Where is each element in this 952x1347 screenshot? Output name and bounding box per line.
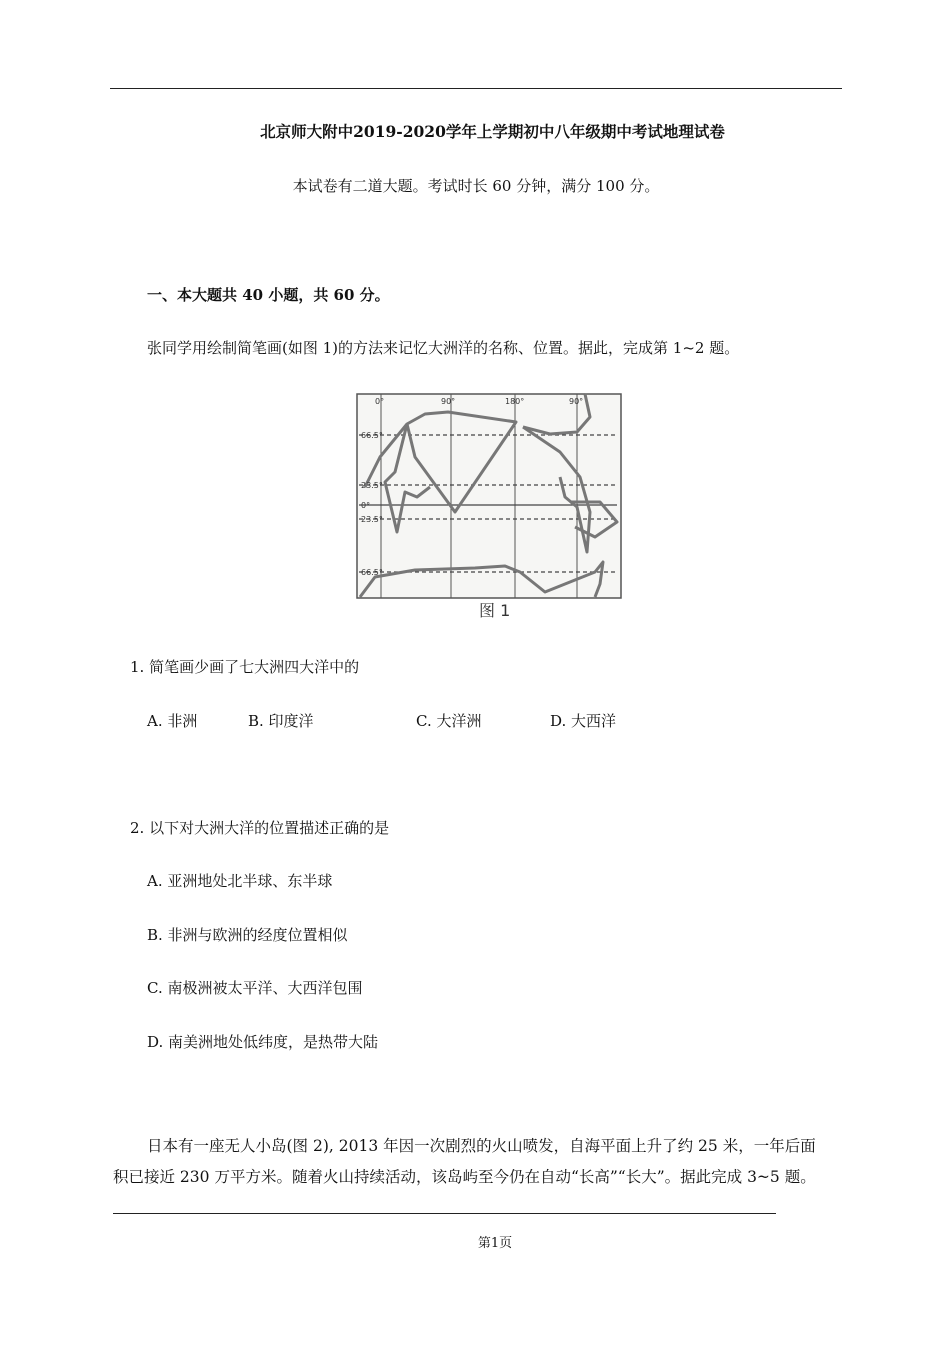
question-1-option-b: B. 印度洋 [248, 712, 314, 730]
footer-rule [113, 1213, 776, 1214]
figure-caption: 图 1 [479, 601, 511, 620]
question-1-option-a: A. 非洲 [147, 712, 198, 730]
lat-label-0: 0° [361, 501, 371, 510]
lon-label-90w: 90° [569, 397, 584, 406]
question-2-option-d: D. 南美洲地处低纬度，是热带大陆 [147, 1033, 379, 1051]
lat-label-66n: 66.5° [361, 431, 383, 440]
figure-1-sketch-map [355, 392, 623, 624]
page-number: 第1页 [477, 1236, 513, 1251]
lon-label-180: 180° [505, 397, 525, 406]
lon-label-90e: 90° [441, 397, 456, 406]
question-1-option-d: D. 大西洋 [550, 712, 617, 730]
lat-label-23n: 23.5° [361, 481, 383, 490]
passage [113, 1131, 853, 1193]
question-intro: 张同学用绘制简笔画(如图 1)的方法来记忆大洲洋的名称、位置。据此，完成第 1~2 题。 [147, 339, 740, 357]
question-1-stem: 1. 简笔画少画了七大洲四大洋中的 [130, 658, 360, 676]
lon-label-0: 0° [375, 397, 385, 406]
question-2-option-a: A. 亚洲地处北半球、东半球 [147, 872, 333, 890]
lat-label-66s: 66.5° [361, 568, 383, 577]
exam-instructions: 本试卷有二道大题。考试时长 60 分钟，满分 100 分。 [292, 177, 660, 195]
section-heading: 一、本大题共 40 小题，共 60 分。 [147, 286, 390, 304]
header-rule [110, 88, 842, 89]
exam-title: 北京师大附中2019-2020学年上学期初中八年级期中考试地理试卷 [260, 122, 725, 141]
question-2-stem: 2. 以下对大洲大洋的位置描述正确的是 [130, 819, 390, 837]
question-1-option-c: C. 大洋洲 [416, 712, 482, 730]
lat-label-23s: 23.5° [361, 515, 383, 524]
passage-line-2: 积已接近 230 万平方米。随着火山持续活动，该岛屿至今仍在自动“长高”“长大”。据此完成 3~5 题。 [113, 1168, 816, 1186]
passage-line-1-text: 日本有一座无人小岛(图 2), 2013 年因一次剧烈的火山喷发，自海平面上升了约 25 米，一年后面 [147, 1137, 816, 1155]
passage-line-1 [113, 1131, 853, 1162]
question-2-option-b: B. 非洲与欧洲的经度位置相似 [147, 926, 348, 944]
question-2-option-c: C. 南极洲被太平洋、大西洋包围 [147, 979, 363, 997]
